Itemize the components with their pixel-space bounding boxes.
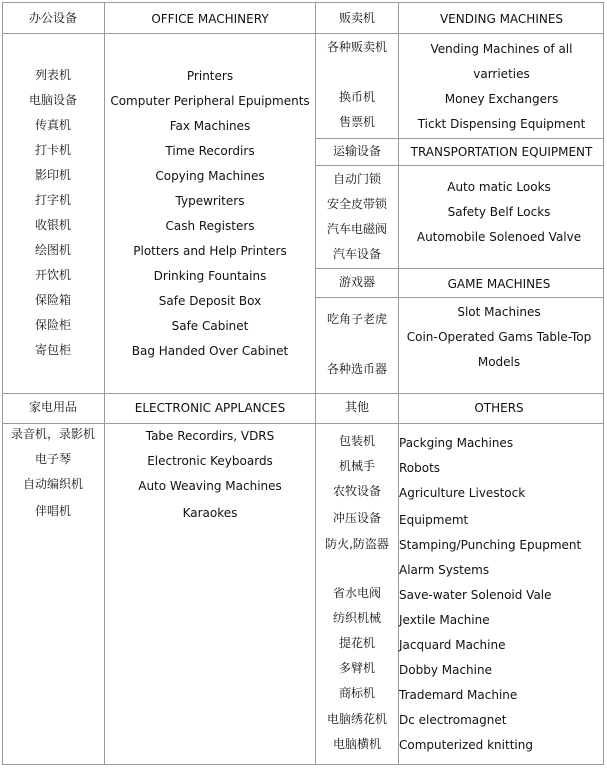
office-item-en: Safe Deposit Box xyxy=(158,294,262,308)
others-item-cn: 提花机 xyxy=(338,636,375,650)
office-item-en: Bag Handed Over Cabinet xyxy=(131,344,289,358)
game-header-en: GAME MACHINES xyxy=(447,277,551,291)
vending-header-en: VENDING MACHINES xyxy=(439,12,564,26)
game-header-cn: 游戏器 xyxy=(338,275,375,289)
office-item-cn: 打卡机 xyxy=(34,143,71,157)
office-item-cn: 打字机 xyxy=(34,193,71,207)
transport-header-en: TRANSPORTATION EQUIPMENT xyxy=(410,145,593,159)
divider-h-section2 xyxy=(2,393,604,394)
office-item-en: Drinking Fountains xyxy=(153,269,267,283)
divider-h-r2 xyxy=(315,165,604,166)
appliances-item-en: Karaokes xyxy=(182,506,238,520)
office-header-en: OFFICE MACHINERY xyxy=(151,12,269,26)
others-item-en: Alarm Systems xyxy=(399,563,490,577)
office-item-cn: 开饮机 xyxy=(34,268,71,282)
office-item-cn: 绘图机 xyxy=(34,243,71,257)
office-item-cn: 收银机 xyxy=(34,218,71,232)
office-item-cn: 列表机 xyxy=(34,68,71,82)
divider-h-header1 xyxy=(2,33,604,34)
others-item-cn: 电脑横机 xyxy=(332,737,381,751)
vending-item-cn: 换币机 xyxy=(338,90,375,104)
office-item-cn: 电脑设备 xyxy=(28,93,77,107)
others-item-en: Save-water Solenoid Vale xyxy=(399,588,552,602)
office-header-cn: 办公设备 xyxy=(28,11,77,25)
others-item-en: Dobby Machine xyxy=(399,663,492,677)
office-item-en: Safe Cabinet xyxy=(171,319,249,333)
game-item-cn: 吃角子老虎 xyxy=(326,312,387,326)
game-item-en: Models xyxy=(477,355,521,369)
others-item-en: Trademard Machine xyxy=(399,688,518,702)
divider-h-r4 xyxy=(315,297,604,298)
appliances-item-cn: 自动编织机 xyxy=(22,477,83,491)
others-item-cn: 冲压设备 xyxy=(332,511,381,525)
others-item-en: Jacquard Machine xyxy=(399,638,506,652)
appliances-item-en: Tabe Recordirs, VDRS xyxy=(145,429,275,443)
vending-item-en: Vending Machines of all xyxy=(430,42,573,56)
office-item-cn: 传真机 xyxy=(34,118,71,132)
office-item-en: Fax Machines xyxy=(169,119,251,133)
game-item-en: Slot Machines xyxy=(457,305,541,319)
office-item-cn: 保险柜 xyxy=(34,318,71,332)
office-item-en: Time Recordirs xyxy=(165,144,255,158)
transport-item-cn: 自动门锁 xyxy=(332,172,381,186)
vending-item-cn: 各种贩卖机 xyxy=(326,40,387,54)
vending-item-en: Money Exchangers xyxy=(444,92,559,106)
others-header-en: OTHERS xyxy=(474,401,524,415)
others-item-cn: 省水电阀 xyxy=(332,586,381,600)
office-item-cn: 寄包柜 xyxy=(34,343,71,357)
office-item-cn: 保险箱 xyxy=(34,293,71,307)
vending-header-cn: 贩卖机 xyxy=(338,11,375,25)
game-item-en: Coin-Operated Gams Table-Top xyxy=(406,330,592,344)
others-item-en: Jextile Machine xyxy=(399,613,490,627)
office-item-en: Typewriters xyxy=(175,194,245,208)
others-item-en: Packging Machines xyxy=(399,436,514,450)
transport-header-cn: 运输设备 xyxy=(332,144,381,158)
appliances-header-cn: 家电用品 xyxy=(28,400,77,414)
divider-v1 xyxy=(104,2,105,765)
office-item-en: Cash Registers xyxy=(165,219,255,233)
transport-item-cn: 汽车电磁阀 xyxy=(326,222,387,236)
appliances-item-cn: 录音机，录影机 xyxy=(10,427,95,441)
appliances-item-en: Electronic Keyboards xyxy=(147,454,273,468)
others-item-cn: 纺织机械 xyxy=(332,611,381,625)
vending-item-en: varrieties xyxy=(473,67,530,81)
office-item-en: Plotters and Help Printers xyxy=(133,244,287,258)
divider-h-r1 xyxy=(315,138,604,139)
others-item-cn: 电脑绣花机 xyxy=(326,712,387,726)
others-item-en: Stamping/Punching Epupment xyxy=(399,538,582,552)
game-item-cn: 各种选币器 xyxy=(326,362,387,376)
transport-item-cn: 汽车设备 xyxy=(332,247,381,261)
transport-item-en: Safety Belf Locks xyxy=(447,205,551,219)
transport-item-cn: 安全皮带锁 xyxy=(326,197,387,211)
office-item-en: Computer Peripheral Epuipments xyxy=(110,94,310,108)
others-item-en: Equipmemt xyxy=(399,513,469,527)
others-item-cn: 防火,防盗器 xyxy=(325,537,389,551)
vending-item-cn: 售票机 xyxy=(338,115,375,129)
others-item-en: Robots xyxy=(399,461,441,475)
others-item-en: Agriculture Livestock xyxy=(399,486,526,500)
office-item-cn: 影印机 xyxy=(34,168,71,182)
vending-item-en: Tickt Dispensing Equipment xyxy=(417,117,586,131)
office-item-en: Copying Machines xyxy=(155,169,265,183)
appliances-item-en: Auto Weaving Machines xyxy=(138,479,282,493)
others-header-cn: 其他 xyxy=(344,400,369,414)
appliances-item-cn: 伴唱机 xyxy=(34,504,71,518)
appliances-header-en: ELECTRONIC APPLANCES xyxy=(134,401,286,415)
office-item-en: Printers xyxy=(186,69,234,83)
others-item-cn: 农牧设备 xyxy=(332,484,381,498)
others-item-cn: 多臂机 xyxy=(338,661,375,675)
transport-item-en: Auto matic Looks xyxy=(447,180,551,194)
divider-h-r3 xyxy=(315,268,604,269)
divider-h-header2 xyxy=(2,423,604,424)
others-item-cn: 商标机 xyxy=(338,686,375,700)
appliances-item-cn: 电子琴 xyxy=(34,452,71,466)
others-item-en: Dc electromagnet xyxy=(399,713,507,727)
others-item-cn: 机械手 xyxy=(338,459,375,473)
transport-item-en: Automobile Solenoed Valve xyxy=(416,230,582,244)
others-item-cn: 包装机 xyxy=(338,434,375,448)
others-item-en: Computerized knitting xyxy=(399,738,533,752)
